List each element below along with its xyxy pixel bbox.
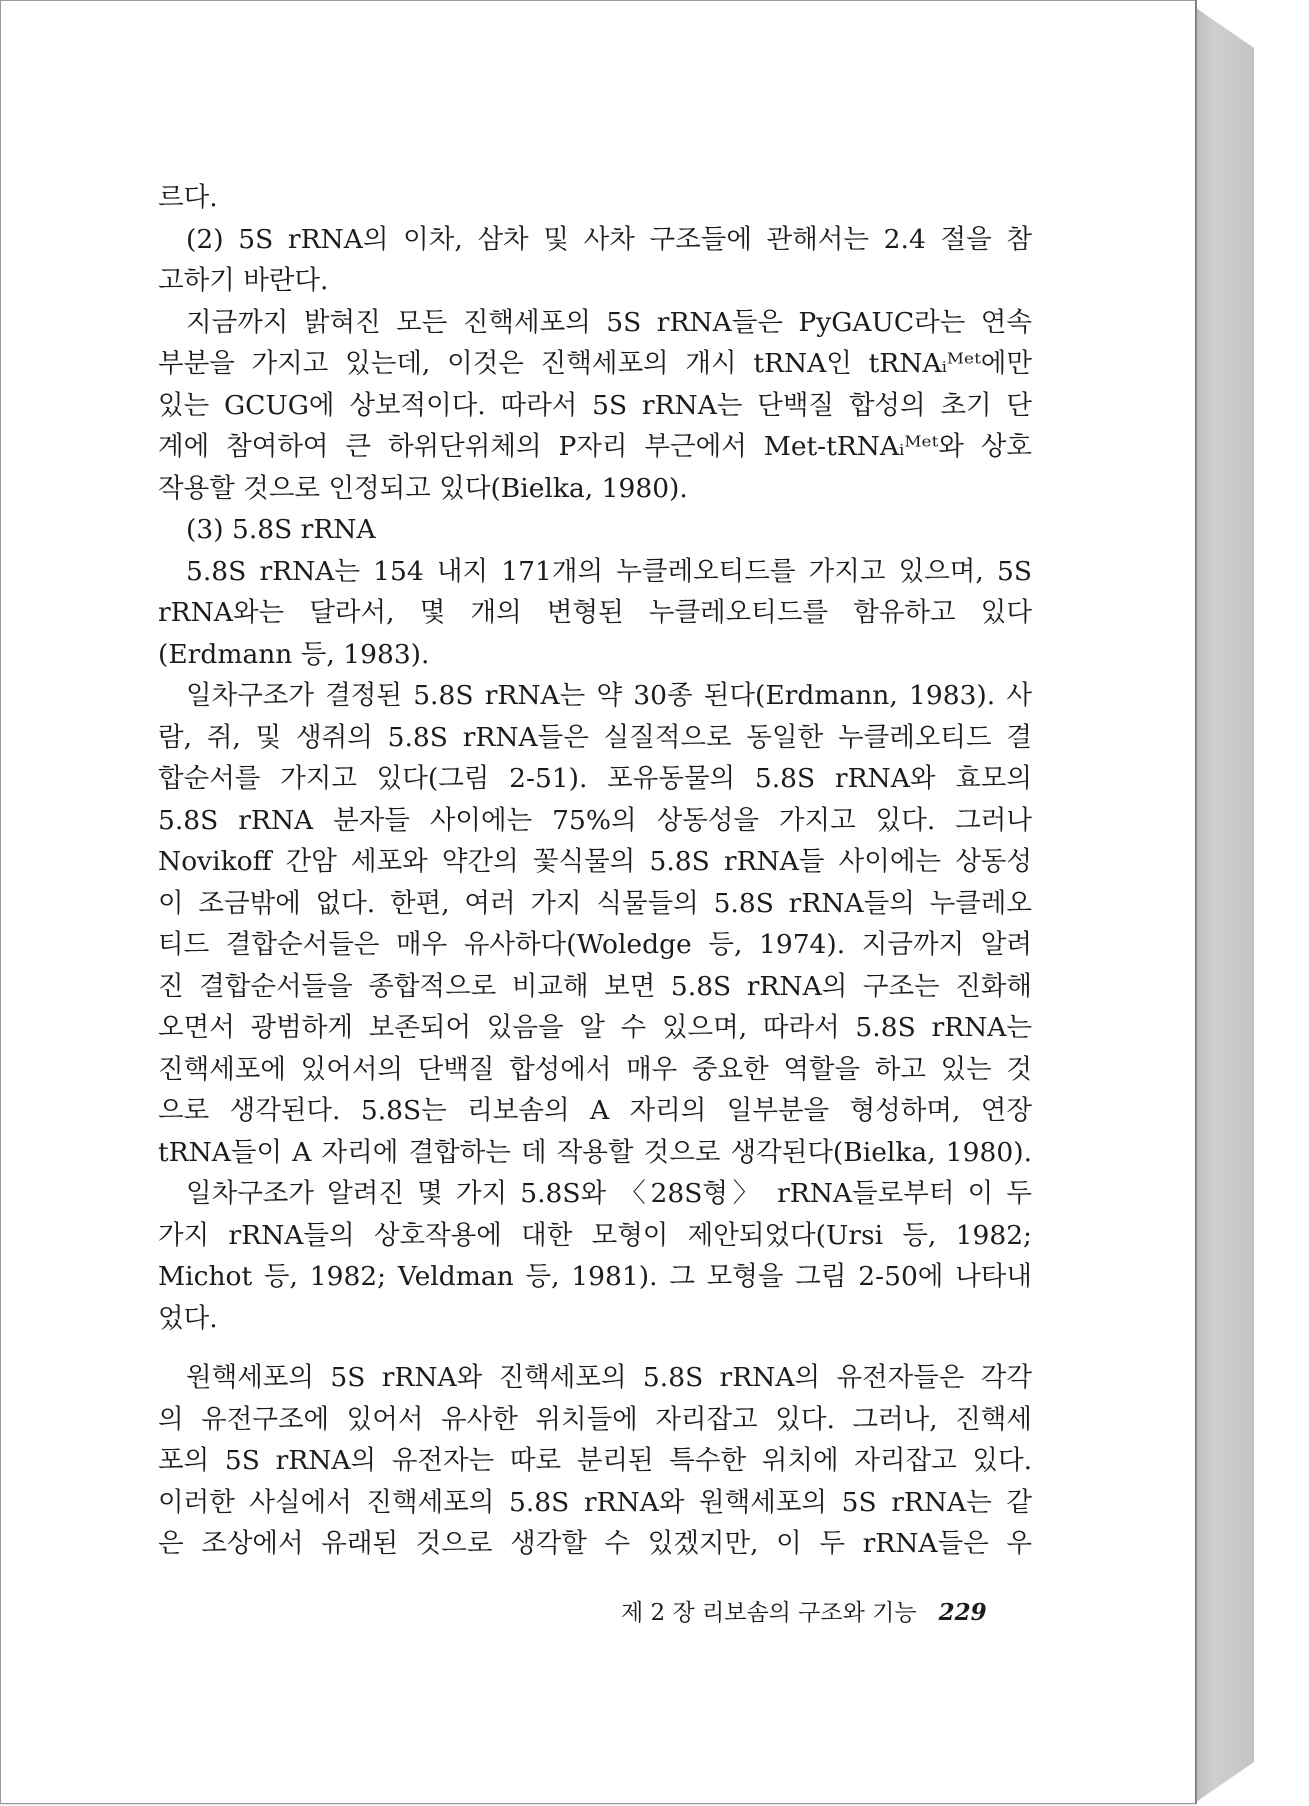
text-line: 이러한 사실에서 진핵세포의 5.8S rRNA와 원핵세포의 5S rRNA는 같 [158,1486,1032,1518]
page-body-text [158,177,1032,1565]
text-line: 5.8S rRNA는 154 내지 171개의 누클레오티드를 가지고 있으며, 5S [186,555,1032,587]
text-line: 작용할 것으로 인정되고 있다(Bielka, 1980). [158,472,688,504]
text-line: 이 조금밖에 없다. 한편, 여러 가지 식물들의 5.8S rRNA들의 누클레오 [158,887,1032,919]
text-line: tRNA들이 A 자리에 결합하는 데 작용할 것으로 생각된다(Bielka, 1980). [158,1136,1032,1168]
text-line: 르다. [158,182,218,213]
text-line: Michot 등, 1982; Veldman 등, 1981). 그 모형을 그림 2-50에 나타내 [158,1261,1032,1292]
text-line: 람, 쥐, 및 생쥐의 5.8S rRNA들은 실질적으로 동일한 누클레오티드 결 [158,721,1032,753]
text-line: 티드 결합순서들은 매우 유사하다(Woledge 등, 1974). 지금까지 알려 [158,929,1032,960]
text-line: 원핵세포의 5S rRNA와 진핵세포의 5.8S rRNA의 유전자들은 각각 [186,1362,1032,1393]
running-footer [621,1594,1041,1627]
page-number: 229 [938,1599,987,1626]
text-line: 있는 GCUG에 상보적이다. 따라서 5S rRNA는 단백질 합성의 초기 단 [158,389,1032,421]
text-line: 으로 생각된다. 5.8S는 리보솜의 A 자리의 일부분을 형성하며, 연장 [158,1095,1032,1126]
chapter-title: 제 2 장 리보솜의 구조와 기능 [621,1600,917,1626]
page-edge-line [1196,0,1197,1804]
text-line: 포의 5S rRNA의 유전자는 따로 분리된 특수한 위치에 자리잡고 있다. [158,1445,1032,1476]
text-line: 지금까지 밝혀진 모든 진핵세포의 5S rRNA들은 PyGAUC라는 연속 [186,306,1032,338]
book-page-stack-edge [1196,8,1254,1802]
text-line: 일차구조가 결정된 5.8S rRNA는 약 30종 된다(Erdmann, 1983). 사 [186,680,1032,711]
text-line: (Erdmann 등, 1983). [158,638,430,670]
text-line: 은 조상에서 유래된 것으로 생각할 수 있겠지만, 이 두 rRNA들은 우 [158,1528,1032,1559]
text-line: rRNA와는 달라서, 몇 개의 변형된 누클레오티드를 함유하고 있다 [158,597,1032,628]
text-line: 의 유전구조에 있어서 유사한 위치들에 자리잡고 있다. 그러나, 진핵세 [158,1403,1032,1435]
text-line: 합순서를 가지고 있다(그림 2-51). 포유동물의 5.8S rRNA와 효모의 [158,763,1032,794]
text-line: 일차구조가 알려진 몇 가지 5.8S와 〈28S형〉 rRNA들로부터 이 두 [186,1178,1032,1209]
paragraph-gap [158,1339,1032,1357]
text-line: 계에 참여하여 큰 하위단위체의 P자리 부근에서 Met-tRNAᵢᴹᵉᵗ와 상호 [158,431,1032,462]
section-heading: (3) 5.8S rRNA [186,514,376,545]
text-line: 가지 rRNA들의 상호작용에 대한 모형이 제안되었다(Ursi 등, 1982; [158,1219,1032,1251]
text-line: 고하기 바란다. [158,265,329,296]
text-line: 진핵세포에 있어서의 단백질 합성에서 매우 중요한 역할을 하고 있는 것 [158,1053,1032,1085]
text-line: 진 결합순서들을 종합적으로 비교해 보면 5.8S rRNA의 구조는 진화해 [158,970,1032,1002]
text-line: Novikoff 간암 세포와 약간의 꽃식물의 5.8S rRNA들 사이에는 상동성 [158,846,1032,877]
text-line: (2) 5S rRNA의 이차, 삼차 및 사차 구조들에 관해서는 2.4 절을 참 [186,223,1032,255]
text-line: 오면서 광범하게 보존되어 있음을 알 수 있으며, 따라서 5.8S rRNA는 [158,1012,1032,1043]
text-line: 부분을 가지고 있는데, 이것은 진핵세포의 개시 tRNA인 tRNAᵢᴹᵉᵗ에만 [158,348,1032,379]
text-line: 5.8S rRNA 분자들 사이에는 75%의 상동성을 가지고 있다. 그러나 [158,804,1032,836]
text-line: 었다. [158,1302,218,1334]
